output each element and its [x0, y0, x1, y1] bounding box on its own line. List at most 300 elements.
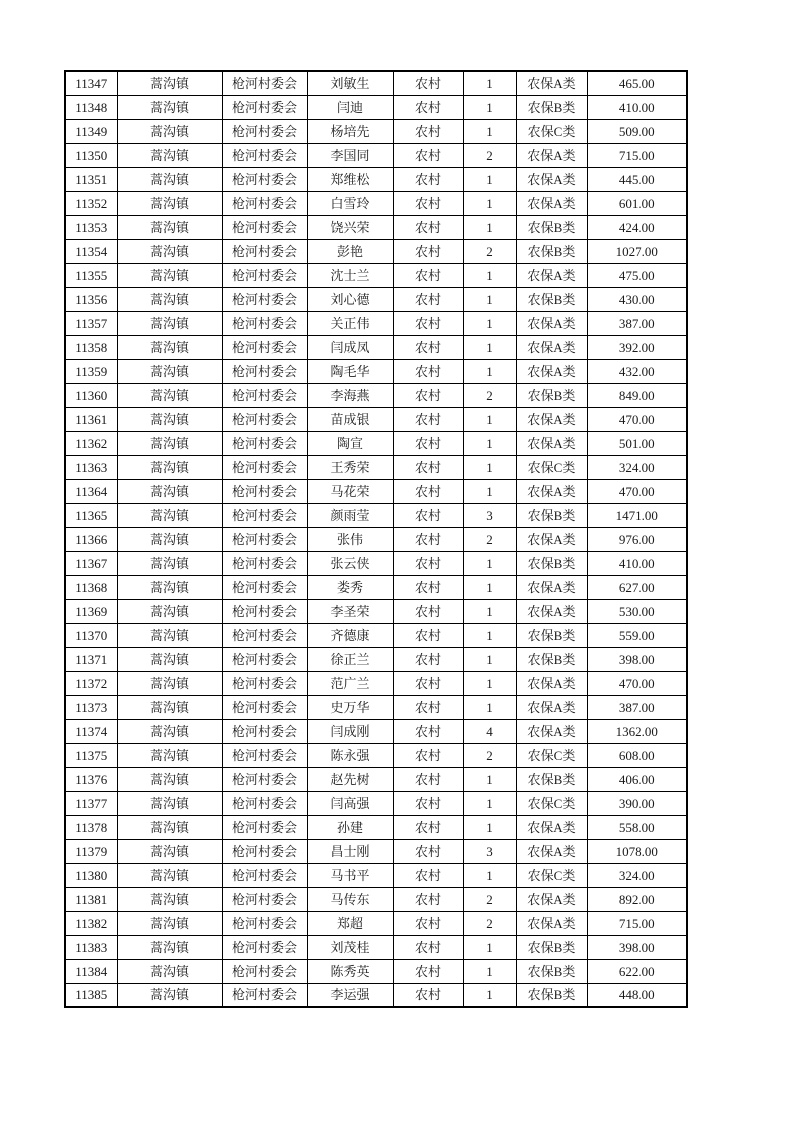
table-row [65, 335, 687, 359]
town-cell: 蒿沟镇 [117, 215, 222, 239]
insurance-category-cell: 农保A类 [516, 887, 587, 911]
village-committee-cell: 枪河村委会 [222, 455, 307, 479]
record-id-cell: 11381 [65, 887, 117, 911]
person-name-cell: 范广兰 [307, 671, 393, 695]
town-cell: 蒿沟镇 [117, 911, 222, 935]
town-cell: 蒿沟镇 [117, 479, 222, 503]
person-name-cell: 李海燕 [307, 383, 393, 407]
village-committee-cell: 枪河村委会 [222, 215, 307, 239]
village-committee-cell: 枪河村委会 [222, 959, 307, 983]
residence-type-cell: 农村 [393, 215, 463, 239]
person-count-cell: 1 [463, 287, 516, 311]
residence-type-cell: 农村 [393, 839, 463, 863]
record-id-cell: 11368 [65, 575, 117, 599]
amount-cell: 608.00 [587, 743, 687, 767]
residence-type-cell: 农村 [393, 71, 463, 95]
village-committee-cell: 枪河村委会 [222, 863, 307, 887]
person-name-cell: 马书平 [307, 863, 393, 887]
record-id-cell: 11360 [65, 383, 117, 407]
person-count-cell: 4 [463, 719, 516, 743]
town-cell: 蒿沟镇 [117, 623, 222, 647]
residence-type-cell: 农村 [393, 431, 463, 455]
town-cell: 蒿沟镇 [117, 743, 222, 767]
table-row [65, 143, 687, 167]
insurance-category-cell: 农保A类 [516, 407, 587, 431]
record-id-cell: 11374 [65, 719, 117, 743]
town-cell: 蒿沟镇 [117, 575, 222, 599]
amount-cell: 448.00 [587, 983, 687, 1007]
insurance-category-cell: 农保C类 [516, 863, 587, 887]
village-committee-cell: 枪河村委会 [222, 887, 307, 911]
residence-type-cell: 农村 [393, 311, 463, 335]
insurance-category-cell: 农保A类 [516, 191, 587, 215]
person-count-cell: 2 [463, 887, 516, 911]
table-row [65, 719, 687, 743]
insurance-category-cell: 农保A类 [516, 671, 587, 695]
residence-type-cell: 农村 [393, 143, 463, 167]
town-cell: 蒿沟镇 [117, 527, 222, 551]
record-id-cell: 11367 [65, 551, 117, 575]
residence-type-cell: 农村 [393, 863, 463, 887]
table-row [65, 623, 687, 647]
table-row [65, 287, 687, 311]
record-id-cell: 11355 [65, 263, 117, 287]
insurance-category-cell: 农保B类 [516, 239, 587, 263]
village-committee-cell: 枪河村委会 [222, 623, 307, 647]
residence-type-cell: 农村 [393, 791, 463, 815]
insurance-category-cell: 农保B类 [516, 383, 587, 407]
person-count-cell: 1 [463, 647, 516, 671]
residence-type-cell: 农村 [393, 671, 463, 695]
village-committee-cell: 枪河村委会 [222, 191, 307, 215]
person-name-cell: 陶宣 [307, 431, 393, 455]
town-cell: 蒿沟镇 [117, 239, 222, 263]
insurance-category-cell: 农保B类 [516, 95, 587, 119]
amount-cell: 601.00 [587, 191, 687, 215]
person-name-cell: 颜雨莹 [307, 503, 393, 527]
town-cell: 蒿沟镇 [117, 671, 222, 695]
person-count-cell: 2 [463, 527, 516, 551]
insurance-category-cell: 农保A类 [516, 431, 587, 455]
person-count-cell: 1 [463, 455, 516, 479]
town-cell: 蒿沟镇 [117, 935, 222, 959]
person-name-cell: 李国同 [307, 143, 393, 167]
person-count-cell: 1 [463, 935, 516, 959]
amount-cell: 530.00 [587, 599, 687, 623]
residence-type-cell: 农村 [393, 767, 463, 791]
table-row [65, 215, 687, 239]
person-count-cell: 2 [463, 743, 516, 767]
residence-type-cell: 农村 [393, 191, 463, 215]
person-name-cell: 郑超 [307, 911, 393, 935]
village-committee-cell: 枪河村委会 [222, 359, 307, 383]
record-id-cell: 11351 [65, 167, 117, 191]
residence-type-cell: 农村 [393, 887, 463, 911]
town-cell: 蒿沟镇 [117, 335, 222, 359]
amount-cell: 1027.00 [587, 239, 687, 263]
town-cell: 蒿沟镇 [117, 695, 222, 719]
town-cell: 蒿沟镇 [117, 839, 222, 863]
village-committee-cell: 枪河村委会 [222, 287, 307, 311]
person-name-cell: 齐德康 [307, 623, 393, 647]
amount-cell: 715.00 [587, 911, 687, 935]
person-count-cell: 2 [463, 383, 516, 407]
amount-cell: 509.00 [587, 119, 687, 143]
record-id-cell: 11385 [65, 983, 117, 1007]
amount-cell: 390.00 [587, 791, 687, 815]
person-name-cell: 饶兴荣 [307, 215, 393, 239]
residence-type-cell: 农村 [393, 383, 463, 407]
table-row [65, 911, 687, 935]
amount-cell: 470.00 [587, 671, 687, 695]
table-row [65, 527, 687, 551]
amount-cell: 470.00 [587, 407, 687, 431]
town-cell: 蒿沟镇 [117, 119, 222, 143]
town-cell: 蒿沟镇 [117, 287, 222, 311]
record-id-cell: 11376 [65, 767, 117, 791]
record-id-cell: 11350 [65, 143, 117, 167]
residence-type-cell: 农村 [393, 647, 463, 671]
table-row [65, 119, 687, 143]
residence-type-cell: 农村 [393, 959, 463, 983]
record-id-cell: 11379 [65, 839, 117, 863]
insurance-category-cell: 农保B类 [516, 959, 587, 983]
amount-cell: 432.00 [587, 359, 687, 383]
person-count-cell: 1 [463, 791, 516, 815]
residence-type-cell: 农村 [393, 119, 463, 143]
person-name-cell: 闫高强 [307, 791, 393, 815]
insurance-category-cell: 农保B类 [516, 623, 587, 647]
town-cell: 蒿沟镇 [117, 983, 222, 1007]
table-row [65, 935, 687, 959]
record-id-cell: 11356 [65, 287, 117, 311]
person-count-cell: 2 [463, 911, 516, 935]
person-name-cell: 彭艳 [307, 239, 393, 263]
amount-cell: 424.00 [587, 215, 687, 239]
residence-type-cell: 农村 [393, 551, 463, 575]
insurance-category-cell: 农保B类 [516, 503, 587, 527]
amount-cell: 976.00 [587, 527, 687, 551]
table-row [65, 791, 687, 815]
person-count-cell: 1 [463, 335, 516, 359]
person-name-cell: 白雪玲 [307, 191, 393, 215]
record-id-cell: 11373 [65, 695, 117, 719]
town-cell: 蒿沟镇 [117, 167, 222, 191]
town-cell: 蒿沟镇 [117, 311, 222, 335]
amount-cell: 1362.00 [587, 719, 687, 743]
insurance-category-cell: 农保A类 [516, 71, 587, 95]
record-id-cell: 11383 [65, 935, 117, 959]
insurance-category-cell: 农保A类 [516, 695, 587, 719]
insurance-category-cell: 农保A类 [516, 263, 587, 287]
insurance-category-cell: 农保B类 [516, 983, 587, 1007]
table-row [65, 671, 687, 695]
insurance-category-cell: 农保A类 [516, 143, 587, 167]
town-cell: 蒿沟镇 [117, 719, 222, 743]
person-count-cell: 1 [463, 95, 516, 119]
insurance-category-cell: 农保C类 [516, 119, 587, 143]
record-id-cell: 11353 [65, 215, 117, 239]
village-committee-cell: 枪河村委会 [222, 647, 307, 671]
residence-type-cell: 农村 [393, 407, 463, 431]
amount-cell: 892.00 [587, 887, 687, 911]
town-cell: 蒿沟镇 [117, 887, 222, 911]
person-count-cell: 1 [463, 359, 516, 383]
person-name-cell: 徐正兰 [307, 647, 393, 671]
record-id-cell: 11363 [65, 455, 117, 479]
village-committee-cell: 枪河村委会 [222, 263, 307, 287]
person-name-cell: 闫成凤 [307, 335, 393, 359]
insurance-category-cell: 农保B类 [516, 551, 587, 575]
record-id-cell: 11361 [65, 407, 117, 431]
residence-type-cell: 农村 [393, 263, 463, 287]
beneficiary-table [64, 70, 688, 1008]
residence-type-cell: 农村 [393, 503, 463, 527]
table-row [65, 383, 687, 407]
town-cell: 蒿沟镇 [117, 503, 222, 527]
amount-cell: 387.00 [587, 695, 687, 719]
record-id-cell: 11375 [65, 743, 117, 767]
residence-type-cell: 农村 [393, 95, 463, 119]
person-name-cell: 闫成刚 [307, 719, 393, 743]
village-committee-cell: 枪河村委会 [222, 911, 307, 935]
amount-cell: 1078.00 [587, 839, 687, 863]
village-committee-cell: 枪河村委会 [222, 71, 307, 95]
amount-cell: 501.00 [587, 431, 687, 455]
residence-type-cell: 农村 [393, 911, 463, 935]
table-row [65, 455, 687, 479]
insurance-category-cell: 农保B类 [516, 215, 587, 239]
amount-cell: 387.00 [587, 311, 687, 335]
village-committee-cell: 枪河村委会 [222, 791, 307, 815]
table-row [65, 767, 687, 791]
village-committee-cell: 枪河村委会 [222, 695, 307, 719]
insurance-category-cell: 农保A类 [516, 527, 587, 551]
person-count-cell: 3 [463, 839, 516, 863]
person-name-cell: 李运强 [307, 983, 393, 1007]
town-cell: 蒿沟镇 [117, 383, 222, 407]
amount-cell: 324.00 [587, 863, 687, 887]
person-count-cell: 1 [463, 263, 516, 287]
table-row [65, 599, 687, 623]
village-committee-cell: 枪河村委会 [222, 815, 307, 839]
amount-cell: 622.00 [587, 959, 687, 983]
table-row [65, 551, 687, 575]
amount-cell: 470.00 [587, 479, 687, 503]
village-committee-cell: 枪河村委会 [222, 335, 307, 359]
person-name-cell: 李圣荣 [307, 599, 393, 623]
person-count-cell: 2 [463, 143, 516, 167]
insurance-category-cell: 农保C类 [516, 743, 587, 767]
village-committee-cell: 枪河村委会 [222, 383, 307, 407]
table-row [65, 263, 687, 287]
amount-cell: 398.00 [587, 647, 687, 671]
person-count-cell: 1 [463, 575, 516, 599]
table-row [65, 71, 687, 95]
person-count-cell: 1 [463, 983, 516, 1007]
record-id-cell: 11359 [65, 359, 117, 383]
table-row [65, 431, 687, 455]
village-committee-cell: 枪河村委会 [222, 119, 307, 143]
person-count-cell: 3 [463, 503, 516, 527]
person-count-cell: 1 [463, 551, 516, 575]
town-cell: 蒿沟镇 [117, 407, 222, 431]
insurance-category-cell: 农保B类 [516, 767, 587, 791]
village-committee-cell: 枪河村委会 [222, 575, 307, 599]
village-committee-cell: 枪河村委会 [222, 935, 307, 959]
record-id-cell: 11384 [65, 959, 117, 983]
table-row [65, 95, 687, 119]
table-row [65, 839, 687, 863]
person-count-cell: 1 [463, 815, 516, 839]
table-row [65, 407, 687, 431]
person-name-cell: 郑维松 [307, 167, 393, 191]
person-count-cell: 1 [463, 191, 516, 215]
insurance-category-cell: 农保A类 [516, 311, 587, 335]
person-count-cell: 2 [463, 239, 516, 263]
village-committee-cell: 枪河村委会 [222, 311, 307, 335]
town-cell: 蒿沟镇 [117, 455, 222, 479]
insurance-category-cell: 农保A类 [516, 839, 587, 863]
town-cell: 蒿沟镇 [117, 551, 222, 575]
town-cell: 蒿沟镇 [117, 599, 222, 623]
person-name-cell: 刘心德 [307, 287, 393, 311]
village-committee-cell: 枪河村委会 [222, 743, 307, 767]
table-row [65, 743, 687, 767]
person-count-cell: 1 [463, 863, 516, 887]
record-id-cell: 11378 [65, 815, 117, 839]
residence-type-cell: 农村 [393, 815, 463, 839]
table-row [65, 575, 687, 599]
person-name-cell: 沈士兰 [307, 263, 393, 287]
table-row [65, 983, 687, 1007]
residence-type-cell: 农村 [393, 527, 463, 551]
insurance-category-cell: 农保B类 [516, 647, 587, 671]
residence-type-cell: 农村 [393, 599, 463, 623]
record-id-cell: 11382 [65, 911, 117, 935]
record-id-cell: 11348 [65, 95, 117, 119]
insurance-category-cell: 农保A类 [516, 599, 587, 623]
record-id-cell: 11371 [65, 647, 117, 671]
person-name-cell: 杨培先 [307, 119, 393, 143]
village-committee-cell: 枪河村委会 [222, 503, 307, 527]
table-row [65, 359, 687, 383]
residence-type-cell: 农村 [393, 695, 463, 719]
record-id-cell: 11380 [65, 863, 117, 887]
residence-type-cell: 农村 [393, 455, 463, 479]
town-cell: 蒿沟镇 [117, 431, 222, 455]
person-name-cell: 马传东 [307, 887, 393, 911]
insurance-category-cell: 农保C类 [516, 791, 587, 815]
person-name-cell: 苗成银 [307, 407, 393, 431]
amount-cell: 324.00 [587, 455, 687, 479]
amount-cell: 1471.00 [587, 503, 687, 527]
town-cell: 蒿沟镇 [117, 863, 222, 887]
person-name-cell: 刘敏生 [307, 71, 393, 95]
village-committee-cell: 枪河村委会 [222, 551, 307, 575]
residence-type-cell: 农村 [393, 623, 463, 647]
amount-cell: 430.00 [587, 287, 687, 311]
table-row [65, 695, 687, 719]
village-committee-cell: 枪河村委会 [222, 671, 307, 695]
person-count-cell: 1 [463, 215, 516, 239]
amount-cell: 406.00 [587, 767, 687, 791]
village-committee-cell: 枪河村委会 [222, 839, 307, 863]
residence-type-cell: 农村 [393, 167, 463, 191]
town-cell: 蒿沟镇 [117, 767, 222, 791]
person-name-cell: 陶毛华 [307, 359, 393, 383]
amount-cell: 445.00 [587, 167, 687, 191]
town-cell: 蒿沟镇 [117, 959, 222, 983]
amount-cell: 465.00 [587, 71, 687, 95]
record-id-cell: 11372 [65, 671, 117, 695]
town-cell: 蒿沟镇 [117, 647, 222, 671]
residence-type-cell: 农村 [393, 239, 463, 263]
record-id-cell: 11357 [65, 311, 117, 335]
table-row [65, 479, 687, 503]
residence-type-cell: 农村 [393, 479, 463, 503]
insurance-category-cell: 农保B类 [516, 287, 587, 311]
record-id-cell: 11352 [65, 191, 117, 215]
town-cell: 蒿沟镇 [117, 71, 222, 95]
table-row [65, 887, 687, 911]
person-name-cell: 马花荣 [307, 479, 393, 503]
town-cell: 蒿沟镇 [117, 191, 222, 215]
person-name-cell: 王秀荣 [307, 455, 393, 479]
person-count-cell: 1 [463, 623, 516, 647]
record-id-cell: 11369 [65, 599, 117, 623]
amount-cell: 475.00 [587, 263, 687, 287]
village-committee-cell: 枪河村委会 [222, 719, 307, 743]
town-cell: 蒿沟镇 [117, 815, 222, 839]
person-count-cell: 1 [463, 167, 516, 191]
insurance-category-cell: 农保A类 [516, 335, 587, 359]
person-count-cell: 1 [463, 71, 516, 95]
insurance-category-cell: 农保A类 [516, 359, 587, 383]
table-row [65, 503, 687, 527]
insurance-category-cell: 农保B类 [516, 935, 587, 959]
amount-cell: 398.00 [587, 935, 687, 959]
residence-type-cell: 农村 [393, 719, 463, 743]
person-name-cell: 陈永强 [307, 743, 393, 767]
amount-cell: 715.00 [587, 143, 687, 167]
insurance-category-cell: 农保A类 [516, 911, 587, 935]
table-row [65, 239, 687, 263]
person-name-cell: 刘茂桂 [307, 935, 393, 959]
record-id-cell: 11364 [65, 479, 117, 503]
residence-type-cell: 农村 [393, 935, 463, 959]
amount-cell: 558.00 [587, 815, 687, 839]
town-cell: 蒿沟镇 [117, 95, 222, 119]
residence-type-cell: 农村 [393, 335, 463, 359]
person-name-cell: 关正伟 [307, 311, 393, 335]
village-committee-cell: 枪河村委会 [222, 167, 307, 191]
person-count-cell: 1 [463, 695, 516, 719]
village-committee-cell: 枪河村委会 [222, 143, 307, 167]
table-row [65, 863, 687, 887]
village-committee-cell: 枪河村委会 [222, 527, 307, 551]
amount-cell: 849.00 [587, 383, 687, 407]
village-committee-cell: 枪河村委会 [222, 479, 307, 503]
town-cell: 蒿沟镇 [117, 359, 222, 383]
table-row [65, 815, 687, 839]
record-id-cell: 11362 [65, 431, 117, 455]
residence-type-cell: 农村 [393, 743, 463, 767]
person-count-cell: 1 [463, 599, 516, 623]
person-name-cell: 闫迪 [307, 95, 393, 119]
person-name-cell: 陈秀英 [307, 959, 393, 983]
insurance-category-cell: 农保A类 [516, 719, 587, 743]
